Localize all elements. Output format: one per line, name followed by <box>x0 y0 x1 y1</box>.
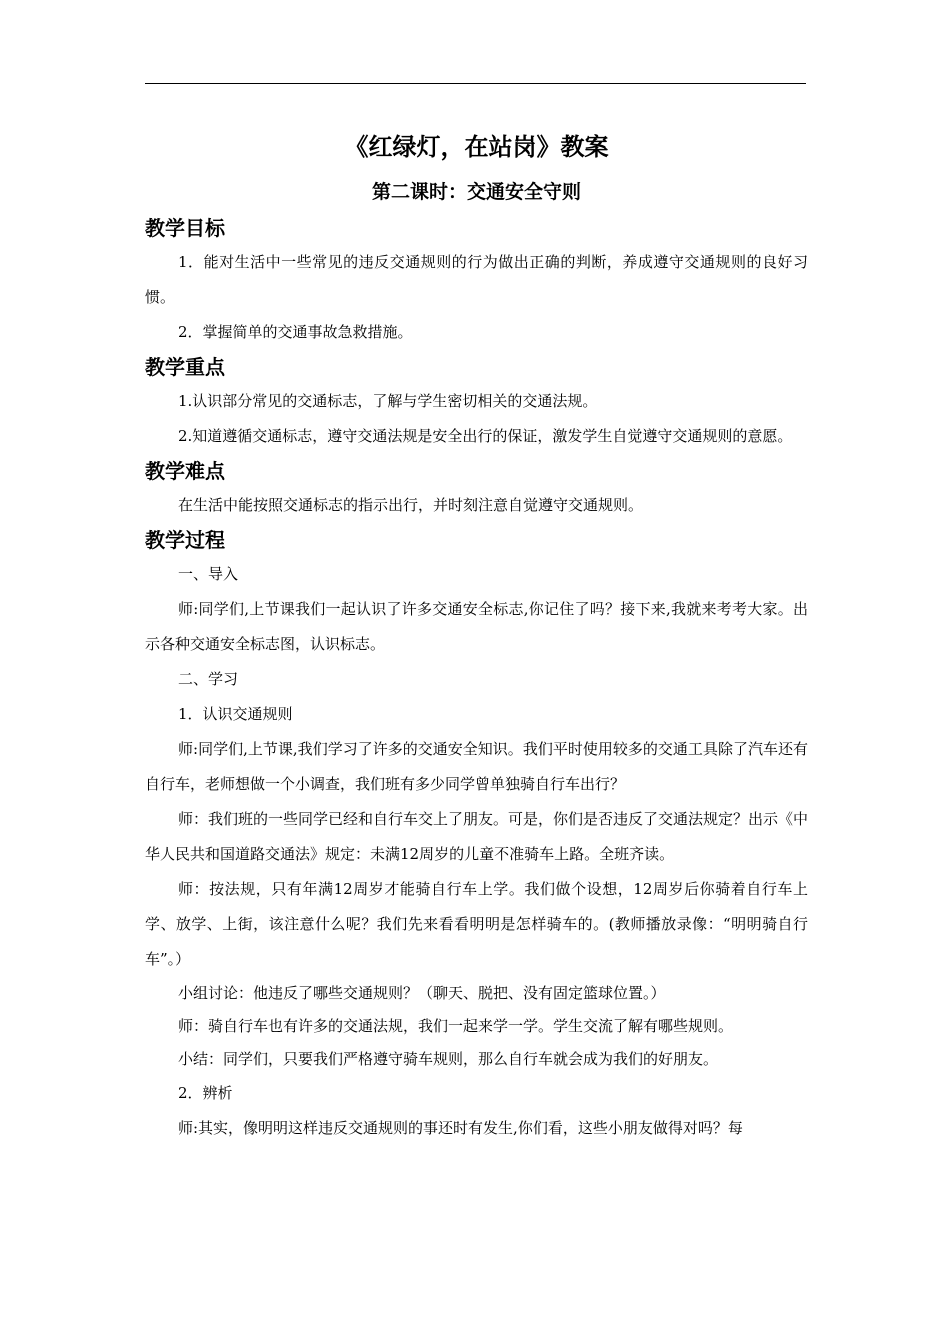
paragraph: 二、学习 <box>178 670 239 688</box>
lesson-subtitle: 第二课时：交通安全守则 <box>371 181 581 203</box>
paragraph: 师：骑自行车也有许多的交通法规，我们一起来学一学。学生交流了解有哪些规则。 <box>178 1017 734 1035</box>
document-body <box>145 125 808 1146</box>
paragraph: 2.知道遵循交通标志，遵守交通法规是安全出行的保证，激发学生自觉遵守交通规则的意愿。 <box>178 427 793 445</box>
paragraph: 1．认识交通规则 <box>178 705 293 723</box>
paragraph: 师：我们班的一些同学已经和自行车交上了朋友。可是，你们是否违反了交通法规定？出示《中华人民共和国道路交通法》规定：未满12周岁的儿童不准骑车上路。全班齐读。 <box>145 810 809 863</box>
paragraph: 师:同学们,上节课,我们学习了许多的交通安全知识。我们平时使用较多的交通工具除了汽车还有自行车，老师想做一个小调查，我们班有多少同学曾单独骑自行车出行？ <box>145 740 808 793</box>
paragraph: 师:同学们,上节课我们一起认识了许多交通安全标志,你记住了吗？接下来,我就来考考大家。出示各种交通安全标志图，认识标志。 <box>145 600 808 653</box>
paragraph: 小组讨论：他违反了哪些交通规则？（聊天、脱把、没有固定篮球位置。） <box>178 984 666 1002</box>
paragraph: 小结：同学们，只要我们严格遵守骑车规则，那么自行车就会成为我们的好朋友。 <box>178 1050 719 1068</box>
paragraph: 1.认识部分常见的交通标志，了解与学生密切相关的交通法规。 <box>178 392 598 410</box>
paragraph: 2．辨析 <box>178 1084 233 1102</box>
section-heading-difficulties: 教学难点 <box>145 459 225 483</box>
paragraph: 在生活中能按照交通标志的指示出行，并时刻注意自觉遵守交通规则。 <box>178 496 644 514</box>
paragraph: 师:其实，像明明这样违反交通规则的事还时有发生,你们看，这些小朋友做得对吗？每 <box>178 1119 743 1137</box>
section-heading-process: 教学过程 <box>145 528 225 552</box>
section-heading-key-points: 教学重点 <box>145 355 225 379</box>
paragraph: 一、导入 <box>178 565 239 583</box>
section-heading-goals: 教学目标 <box>145 216 225 240</box>
paragraph: 师：按法规，只有年满12周岁才能骑自行车上学。我们做个设想，12周岁后你骑着自行车上学、放学、上街，该注意什么呢？我们先来看看明明是怎样骑车的。(教师播放录像：“明明骑自行车”。） <box>145 880 808 968</box>
header-rule <box>145 83 806 84</box>
paragraph: 1．能对生活中一些常见的违反交通规则的行为做出正确的判断，养成遵守交通规则的良好习惯。 <box>145 253 808 306</box>
paragraph: 2．掌握简单的交通事故急救措施。 <box>178 323 413 341</box>
document-title: 《红绿灯，在站岗》教案 <box>344 133 609 161</box>
